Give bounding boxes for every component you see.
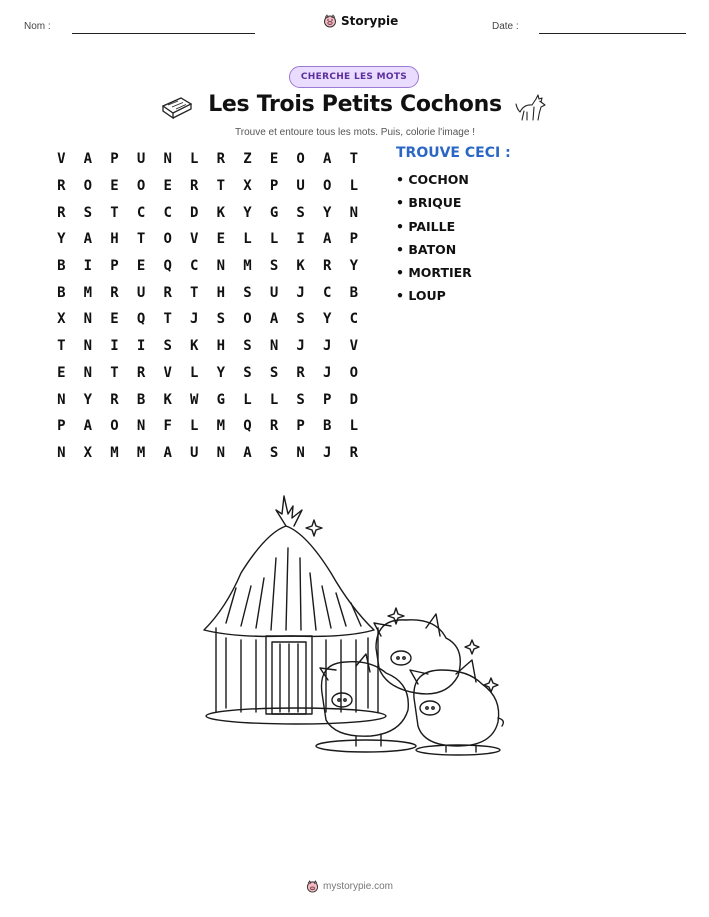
grid-letter[interactable]: G (216, 391, 226, 408)
grid-letter[interactable]: R (136, 364, 146, 381)
grid-letter[interactable]: P (269, 178, 279, 195)
pig-left (316, 654, 416, 752)
grid-letter[interactable]: O (296, 151, 305, 168)
grid-letter[interactable]: R (57, 178, 66, 195)
grid-letter[interactable]: I (83, 258, 93, 275)
grid-letter[interactable]: J (296, 284, 305, 301)
grid-row (48, 440, 367, 467)
grid-letter[interactable]: R (163, 284, 172, 301)
grid-letter[interactable]: L (243, 391, 252, 408)
grid-letter[interactable]: C (163, 204, 172, 221)
grid-letter[interactable]: B (57, 258, 66, 275)
grid-letter[interactable]: P (296, 418, 305, 435)
grid-letter[interactable]: E (110, 311, 119, 328)
grid-letter[interactable]: Y (57, 231, 66, 248)
grid-letter[interactable]: I (296, 231, 305, 248)
grid-letter[interactable]: N (83, 311, 93, 328)
grid-letter[interactable]: M (216, 418, 226, 435)
word-item: • PAILLE (396, 218, 456, 234)
grid-letter[interactable]: N (136, 418, 146, 435)
grid-letter[interactable]: X (243, 178, 252, 195)
grid-letter[interactable]: R (269, 418, 279, 435)
grid-letter[interactable]: O (323, 178, 332, 195)
grid-letter[interactable]: L (243, 231, 252, 248)
grid-letter[interactable]: T (57, 338, 66, 355)
grid-letter[interactable]: S (269, 444, 279, 461)
grid-letter[interactable]: V (190, 231, 199, 248)
grid-letter[interactable]: S (163, 338, 172, 355)
grid-letter[interactable]: M (110, 444, 119, 461)
grid-letter[interactable]: J (323, 444, 332, 461)
grid-letter[interactable]: Y (243, 204, 252, 221)
grid-letter[interactable]: B (136, 391, 146, 408)
grid-letter[interactable]: N (296, 444, 305, 461)
grid-letter[interactable]: M (243, 258, 252, 275)
grid-letter[interactable]: E (269, 151, 279, 168)
page-title: Les Trois Petits Cochons (208, 92, 502, 117)
grid-letter[interactable]: Y (349, 258, 359, 275)
grid-letter[interactable]: H (110, 231, 119, 248)
grid-letter[interactable]: N (269, 338, 279, 355)
grid-letter[interactable]: V (163, 364, 172, 381)
grid-letter[interactable]: U (269, 284, 279, 301)
grid-letter[interactable]: H (216, 284, 226, 301)
grid-letter[interactable]: H (216, 338, 226, 355)
grid-letter[interactable]: S (296, 311, 305, 328)
grid-letter[interactable]: A (323, 231, 332, 248)
grid-letter[interactable]: J (296, 338, 305, 355)
pig-logo-icon (306, 880, 319, 893)
grid-letter[interactable]: R (190, 178, 199, 195)
grid-letter[interactable]: M (83, 284, 93, 301)
grid-letter[interactable]: U (136, 284, 146, 301)
grid-letter[interactable]: A (269, 311, 279, 328)
grid-letter[interactable]: T (216, 178, 226, 195)
grid-letter[interactable]: B (349, 284, 359, 301)
grid-row (48, 199, 367, 226)
grid-letter[interactable]: I (110, 338, 119, 355)
grid-letter[interactable]: N (83, 364, 93, 381)
word-item: • LOUP (396, 288, 446, 304)
grid-letter[interactable]: T (190, 284, 199, 301)
grid-letter[interactable]: L (349, 178, 359, 195)
grid-letter[interactable]: R (110, 391, 119, 408)
grid-letter[interactable]: B (57, 284, 66, 301)
grid-letter[interactable]: D (349, 391, 359, 408)
grid-letter[interactable]: R (110, 284, 119, 301)
grid-row (48, 226, 367, 253)
grid-letter[interactable]: O (243, 311, 252, 328)
grid-letter[interactable]: K (216, 204, 226, 221)
grid-letter[interactable]: S (243, 338, 252, 355)
grid-letter[interactable]: S (296, 204, 305, 221)
grid-letter[interactable]: M (136, 444, 146, 461)
grid-letter[interactable]: J (190, 311, 199, 328)
grid-letter[interactable]: S (269, 364, 279, 381)
grid-letter[interactable]: A (323, 151, 332, 168)
name-line[interactable] (72, 33, 255, 34)
word-list (396, 170, 472, 310)
grid-letter[interactable]: E (136, 258, 146, 275)
grid-letter[interactable]: S (243, 284, 252, 301)
grid-letter[interactable]: A (83, 231, 93, 248)
grid-letter[interactable]: T (349, 151, 359, 168)
grid-letter[interactable]: E (163, 178, 172, 195)
activity-badge: CHERCHE LES MOTS (289, 66, 419, 88)
grid-letter[interactable]: B (323, 418, 332, 435)
grid-row (48, 279, 367, 306)
grid-letter[interactable]: Q (163, 258, 172, 275)
grid-letter[interactable]: Y (216, 364, 226, 381)
grid-letter[interactable]: K (163, 391, 172, 408)
grid-letter[interactable]: Q (243, 418, 252, 435)
grid-letter[interactable]: O (136, 178, 146, 195)
grid-row (48, 360, 367, 387)
grid-letter[interactable]: R (323, 258, 332, 275)
grid-letter[interactable]: O (110, 418, 119, 435)
grid-letter[interactable]: P (349, 231, 359, 248)
grid-letter[interactable]: K (190, 338, 199, 355)
grid-letter[interactable]: Z (243, 151, 252, 168)
wolf-icon (514, 90, 548, 122)
grid-letter[interactable]: A (83, 151, 93, 168)
grid-row (48, 413, 367, 440)
grid-letter[interactable]: T (110, 364, 119, 381)
grid-letter[interactable]: R (216, 151, 226, 168)
word-item: • COCHON (396, 172, 469, 187)
footer (306, 880, 393, 893)
grid-row (48, 333, 367, 360)
grid-letter[interactable]: Q (136, 311, 146, 328)
grid-row (48, 386, 367, 413)
grid-letter[interactable]: T (136, 231, 146, 248)
grid-letter[interactable]: C (190, 258, 199, 275)
grid-letter[interactable]: P (110, 151, 119, 168)
brand-logo (323, 14, 398, 28)
word-item: • MORTIER (396, 265, 472, 281)
grid-letter[interactable]: P (57, 418, 66, 435)
grid-letter[interactable]: A (83, 418, 93, 435)
grid-letter[interactable]: L (269, 391, 279, 408)
grid-letter[interactable]: T (110, 204, 119, 221)
grid-letter[interactable]: R (349, 444, 359, 461)
name-label: Nom : (24, 21, 51, 32)
grid-letter[interactable]: R (296, 364, 305, 381)
grid-letter[interactable]: V (57, 151, 66, 168)
grid-letter[interactable]: R (57, 204, 66, 221)
grid-letter[interactable]: S (296, 391, 305, 408)
grid-letter[interactable]: J (323, 364, 332, 381)
grid-letter[interactable]: N (83, 338, 93, 355)
grid-letter[interactable]: Y (83, 391, 93, 408)
grid-letter[interactable]: L (349, 418, 359, 435)
grid-letter[interactable]: W (190, 391, 199, 408)
grid-letter[interactable]: P (110, 258, 119, 275)
grid-letter[interactable]: E (110, 178, 119, 195)
grid-letter[interactable]: C (136, 204, 146, 221)
straw-hut (204, 496, 386, 724)
grid-letter[interactable]: L (190, 151, 199, 168)
grid-row (48, 146, 367, 173)
grid-letter[interactable]: E (216, 231, 226, 248)
grid-letter[interactable]: O (83, 178, 93, 195)
grid-letter[interactable]: G (269, 204, 279, 221)
grid-letter[interactable]: L (269, 231, 279, 248)
brand-name: Storypie (341, 14, 399, 28)
grid-letter[interactable]: V (349, 338, 359, 355)
grid-letter[interactable]: N (57, 444, 66, 461)
grid-letter[interactable]: U (190, 444, 199, 461)
grid-letter[interactable]: N (216, 444, 226, 461)
grid-letter[interactable]: A (163, 444, 172, 461)
grid-letter[interactable]: Y (323, 311, 332, 328)
grid-letter[interactable]: Y (323, 204, 332, 221)
grid-letter[interactable]: D (190, 204, 199, 221)
grid-letter[interactable]: C (323, 284, 332, 301)
grid-letter[interactable]: S (269, 258, 279, 275)
sparkle-icons (306, 520, 498, 692)
grid-letter[interactable]: U (136, 151, 146, 168)
grid-letter[interactable]: F (163, 418, 172, 435)
grid-letter[interactable]: L (190, 418, 199, 435)
word-item: • BRIQUE (396, 195, 462, 211)
word-item: • BATON (396, 241, 457, 257)
grid-row (48, 306, 367, 333)
grid-letter[interactable]: S (83, 204, 93, 221)
grid-row (48, 253, 367, 280)
grid-letter[interactable]: O (349, 364, 359, 381)
grid-letter[interactable]: N (216, 258, 226, 275)
coloring-illustration[interactable] (196, 488, 512, 758)
pig-logo-icon (323, 14, 337, 28)
grid-letter[interactable]: S (243, 364, 252, 381)
grid-letter[interactable]: X (57, 311, 66, 328)
grid-letter[interactable]: X (83, 444, 93, 461)
date-line[interactable] (539, 33, 686, 34)
grid-letter[interactable]: A (243, 444, 252, 461)
grid-letter[interactable]: O (163, 231, 172, 248)
grid-letter[interactable]: L (190, 364, 199, 381)
grid-letter[interactable]: J (323, 338, 332, 355)
grid-letter[interactable]: C (349, 311, 359, 328)
grid-letter[interactable]: S (216, 311, 226, 328)
grid-letter[interactable]: E (57, 364, 66, 381)
grid-letter[interactable]: N (57, 391, 66, 408)
grid-letter[interactable]: N (163, 151, 172, 168)
grid-letter[interactable]: T (163, 311, 172, 328)
date-label: Date : (492, 21, 519, 32)
word-search-grid[interactable] (48, 146, 367, 466)
pig-right (410, 660, 503, 755)
brick-icon (160, 94, 194, 120)
footer-url[interactable]: mystorypie.com (323, 881, 394, 892)
grid-letter[interactable]: I (136, 338, 146, 355)
grid-letter[interactable]: K (296, 258, 305, 275)
grid-letter[interactable]: N (349, 204, 359, 221)
word-list-title: TROUVE CECI : (396, 145, 511, 161)
grid-row (48, 173, 367, 200)
grid-letter[interactable]: P (323, 391, 332, 408)
grid-letter[interactable]: U (296, 178, 305, 195)
instructions: Trouve et entoure tous les mots. Puis, colorie l'image ! (235, 127, 475, 138)
